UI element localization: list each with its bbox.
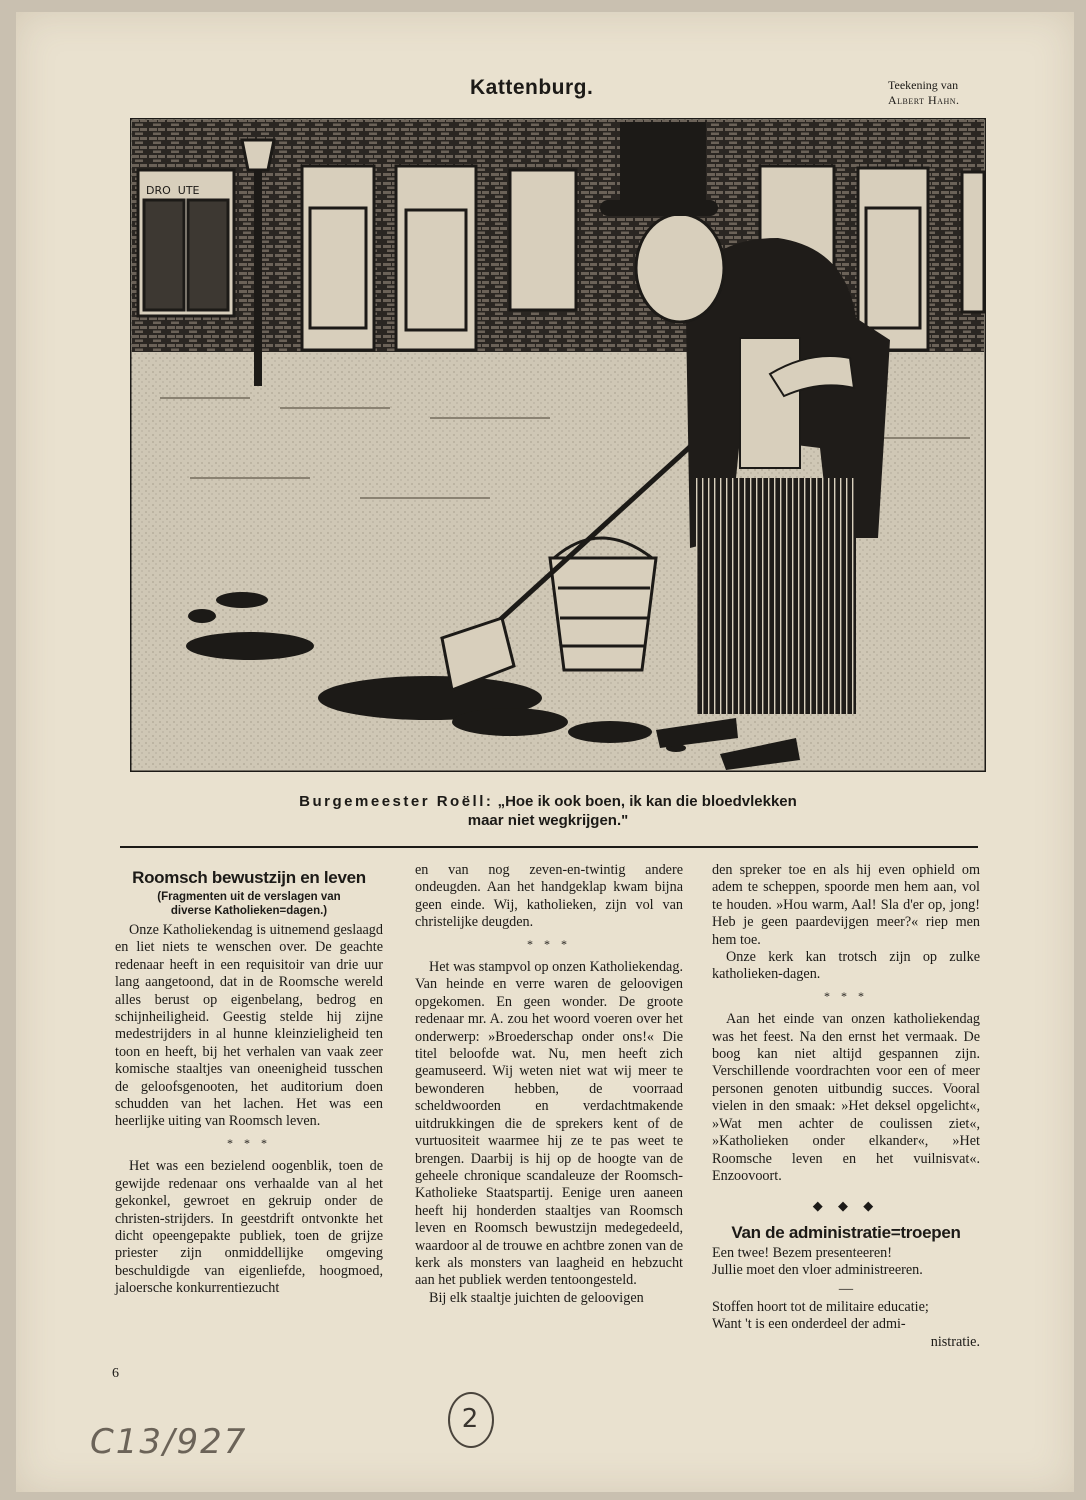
top-hat (620, 122, 706, 204)
article-1-paragraph-6: den spreker toe en als hij even ophield om adem te scheppen, spoorde men hem aan, vol te houden. »Hou warm, Aal! Sla d'er op, jong! Heb je geen paardevijgen meer?« riep men hem toe. (712, 862, 980, 948)
column-2 (415, 862, 683, 1307)
article-1-paragraph-8: Aan het einde van onzen katholiekendag was het feest. Na den ernst het vermaak. De boog kan niet altijd gespannen zijn. Verschillende voordrachten voor een of meer personen genoten uitbundig succes. Vooral vielen in den smaak: »Het deksel opgelicht«, »Wat men achter de coulissen ziet«, »Katholieken onder elkander«, »Het Roomsche leven en het vuilnisvat«. Enzoovoort. (712, 1011, 980, 1184)
article-2-title: Van de administratie=troepen (731, 1222, 961, 1242)
handwritten-circled-number: 2 (448, 1392, 494, 1448)
article-1-paragraph-4: Het was stampvol op onzen Katholiekendag. Van heinde en verre waren de geloovigen opgekomen. En geen wonder. De groote redenaar mr. A. zou het woord voeren over het onderwerp: »Broederschap onder ons!« Die titel beloofde wat. Nu, men heeft zich geamuseerd. Wij weten niet wat wij meer te bewonderen hebben, de voorraad scheldwoorden en verdachtmakende uitdrukkingen die de sprekers kent of de vurtuositeit waarmee hij ze te pas weet te brengen. Daarbij is hij op de hoogte van de geheele chronique scandaleuze der Roomsch-Katholieke Staatspartij. Eenige uren aaneen heeft hij honderden staaltjes van Roomsch leven en Roomsch bewustzijn medegedeeld, waardoor al de trouwe en achtbre zonen van de kerk als monsters van laagheid en hebzucht aan het publiek werden tentoongesteld. (415, 959, 683, 1289)
horizontal-rule (120, 846, 978, 848)
handwritten-reference: C13/927 (90, 1422, 248, 1462)
shop-sign: DRO UTE (146, 184, 200, 197)
article-1-paragraph-2: Het was een bezielend oogenblik, toen de gewijde redenaar ons verhaalde van al het gekonkel, gewroet en gekruip onder de christen-strijders. In geestdrift ontvonkte het dicht opeengepakte publiek, toen de grijze priester zijn onmiddellijke omgeving beschuldigde van eigenliefde, hoogmoed, jaloersche konkurrentiezucht (115, 1158, 383, 1297)
column-3 (712, 862, 980, 1351)
article-1-title: Roomsch bewustzijn en leven (132, 868, 366, 887)
caption-line-2: maar niet wegkrijgen." (467, 812, 629, 829)
page-title: Kattenburg. (470, 76, 594, 99)
poem-line-2: Jullie moet den vloer administreeren. (712, 1262, 923, 1279)
poem-line-5: nistratie. (930, 1333, 980, 1350)
window-1 (510, 170, 576, 310)
diamond-divider: ◆ ◆ ◆ (812, 1198, 880, 1214)
article-1-subtitle-line-1: (Fragmenten uit de verslagen van (157, 891, 341, 903)
caption-line-1: „Hoe ik ook boen, ik kan die bloedvlekken (497, 793, 797, 810)
article-1-subtitle (115, 890, 383, 918)
caption-speaker: Burgemeester Roëll: (299, 793, 494, 810)
article-1-subtitle-line-2: diverse Katholieken=dagen.) (170, 905, 328, 917)
poem-line-1: Een twee! Bezem presenteeren! (712, 1244, 892, 1261)
section-separator-3: * * * (824, 988, 868, 1003)
credit-line-2: Albert Hahn. (888, 93, 960, 107)
column-1 (115, 862, 383, 1298)
poem-line-3: Stoffen hoort tot de militaire educatie; (712, 1298, 929, 1315)
door-1 (302, 166, 374, 350)
illustration-caption (120, 792, 976, 830)
door-4 (858, 168, 928, 350)
cartoon-illustration (130, 118, 986, 772)
article-1-paragraph-7: Onze kerk kan trotsch zijn op zulke katholieken-dagen. (712, 949, 980, 983)
article-1-paragraph-1: Onze Katholiekendag is uitnemend geslaagd en liet niets te wenschen over. De geachte redenaar heeft in een requisitoir van drie uur lang aangetoond, dat in de Roomsche wereld alles berust op eigenbelang, bedrog en schijnheiligheid. Geestig stelde hij zijne medestrijders in al hunne kleinzieligheid ten toon en heeft, bij het verhalen van vaak zeer komische staaltjes van oneenigheid tusschen de geloofsgenooten, het auditorium doen schudden van het lachen. Het was een heerlijke uiting van Roomsch leven. (115, 922, 383, 1130)
article-1-paragraph-3: en van nog zeven-en-twintig andere ondeugden. Aan het handgeklap kwam bijna geen einde. Wij, katholieken, zijn vol van christelijke deugden. (415, 862, 683, 931)
section-separator-2: * * * (527, 936, 571, 951)
poem-line-4: Want 't is een onderdeel der admi- (712, 1316, 906, 1333)
page-number: 6 (112, 1366, 119, 1381)
window-2 (962, 172, 984, 312)
credit-line-1: Teekening van (888, 78, 959, 92)
section-separator-1: * * * (227, 1135, 271, 1150)
article-1-paragraph-5: Bij elk staaltje juichten de geloovigen (429, 1289, 644, 1306)
illustrator-credit (888, 78, 960, 108)
door-2 (396, 166, 476, 350)
article-2-poem (712, 1245, 980, 1351)
poem-dash: — (838, 1280, 854, 1297)
